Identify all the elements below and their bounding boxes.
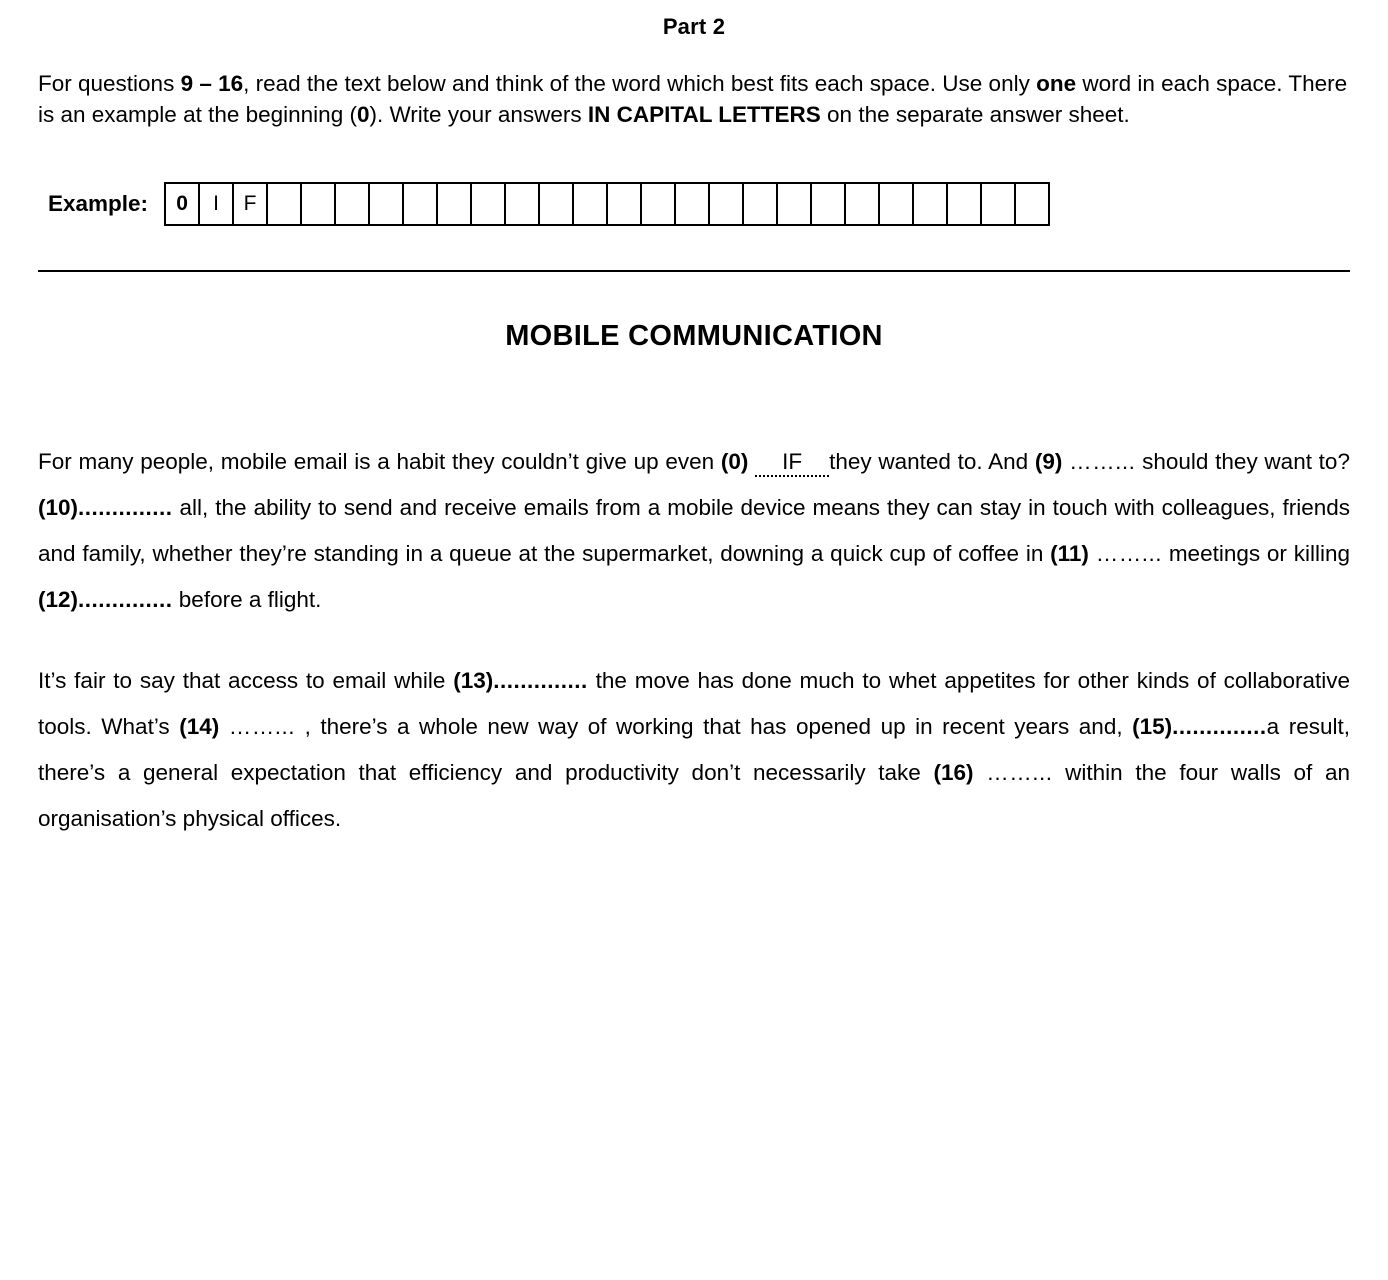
example-box: F: [232, 182, 268, 226]
gap-dots-9: ……...: [1069, 449, 1136, 475]
example-box: [640, 182, 676, 226]
example-box: [538, 182, 574, 226]
passage-text: the move has done much to whet appetites for other kinds of collaborative tools. What’s: [38, 667, 1350, 739]
example-box: [708, 182, 744, 226]
example-box: [980, 182, 1016, 226]
instructions-text-4: ). Write your answers: [369, 102, 588, 128]
instructions-zero-emphasis: 0: [356, 102, 370, 128]
example-box: [878, 182, 914, 226]
instructions-one-emphasis: one: [1036, 71, 1077, 96]
example-box: [674, 182, 710, 226]
instructions-text-2: , read the text below and think of the word which best fits each space. Use only: [243, 71, 1037, 96]
gap-dots-12: ..............: [78, 587, 173, 613]
instructions-text-3: word in each space. There is an example at the beginning (: [38, 71, 1348, 128]
example-box: I: [198, 182, 234, 226]
horizontal-divider: [38, 270, 1350, 272]
example-box: [436, 182, 472, 226]
example-answer-grid: [164, 182, 1050, 226]
passage-text: For many people, mobile email is a habit they couldn’t give up even: [38, 449, 721, 475]
gap-dots-11: ……...: [1095, 541, 1163, 567]
gap-dots-16: ……...: [986, 759, 1053, 785]
gap-dots-13: ..............: [493, 667, 588, 693]
example-row: [48, 182, 1358, 226]
example-box: [266, 182, 302, 226]
example-box: [300, 182, 336, 226]
example-label: Example:: [48, 191, 149, 217]
example-box: [368, 182, 404, 226]
gap-dots-14: ……...: [228, 713, 296, 739]
instructions-text-5: on the separate answer sheet.: [820, 102, 1130, 128]
instructions-capitals-emphasis: IN CAPITAL LETTERS: [587, 102, 821, 128]
question-range: 9 – 16: [180, 71, 244, 96]
gap-dots-10: ..............: [78, 495, 173, 521]
question-number-0: (0): [720, 449, 749, 475]
passage-paragraph-1: [38, 439, 1350, 624]
question-number-9: (9): [1034, 449, 1063, 475]
passage-text: all, the ability to send and receive emails from a mobile device means they can stay in touch with colleagues, friends and family, whether they’re standing in a queue at the supermarket, downing a quick cup of coffee in: [38, 495, 1350, 567]
example-box: [776, 182, 812, 226]
instructions-text-1: For questions: [38, 71, 181, 96]
passage-text: , there’s a whole new way of working that has opened up in recent years and,: [295, 713, 1133, 739]
passage-text: they wanted to. And: [829, 449, 1035, 475]
part-title: Part 2: [662, 14, 726, 39]
example-box: [946, 182, 982, 226]
passage-text: It’s fair to say that access to email while: [38, 667, 454, 693]
example-box: [334, 182, 370, 226]
question-number-15: (15): [1132, 713, 1173, 739]
passage-text: a result, there’s a general expectation that efficiency and productivity don’t necessarily take: [38, 713, 1350, 785]
gap-dots-15: ..............: [1172, 713, 1267, 739]
passage-paragraph-2: [38, 658, 1350, 843]
example-box: [572, 182, 608, 226]
example-box: [402, 182, 438, 226]
example-box: 0: [164, 182, 200, 226]
question-number-14: (14): [179, 713, 220, 739]
instructions-paragraph: [38, 68, 1350, 130]
example-answer-if: IF: [755, 450, 829, 477]
question-number-12: (12): [38, 587, 79, 613]
question-number-16: (16): [933, 759, 974, 785]
question-number-11: (11): [1050, 541, 1089, 567]
text-title: MOBILE COMMUNICATION: [505, 320, 883, 353]
example-box: [606, 182, 642, 226]
example-box: [742, 182, 778, 226]
example-box: [912, 182, 948, 226]
passage-text: within the four walls of an organisation’s physical offices.: [38, 759, 1351, 831]
question-number-10: (10): [38, 495, 79, 521]
example-box: [470, 182, 506, 226]
example-box: [504, 182, 540, 226]
example-box: [1014, 182, 1050, 226]
reading-passage: [38, 439, 1350, 842]
example-box: [810, 182, 846, 226]
exam-page: [0, 14, 1388, 1280]
example-box: [844, 182, 880, 226]
question-number-13: (13): [453, 667, 494, 693]
passage-text: before a flight.: [172, 587, 322, 613]
passage-text: should they want to?: [1135, 449, 1350, 475]
passage-text: meetings or killing: [1162, 541, 1350, 567]
